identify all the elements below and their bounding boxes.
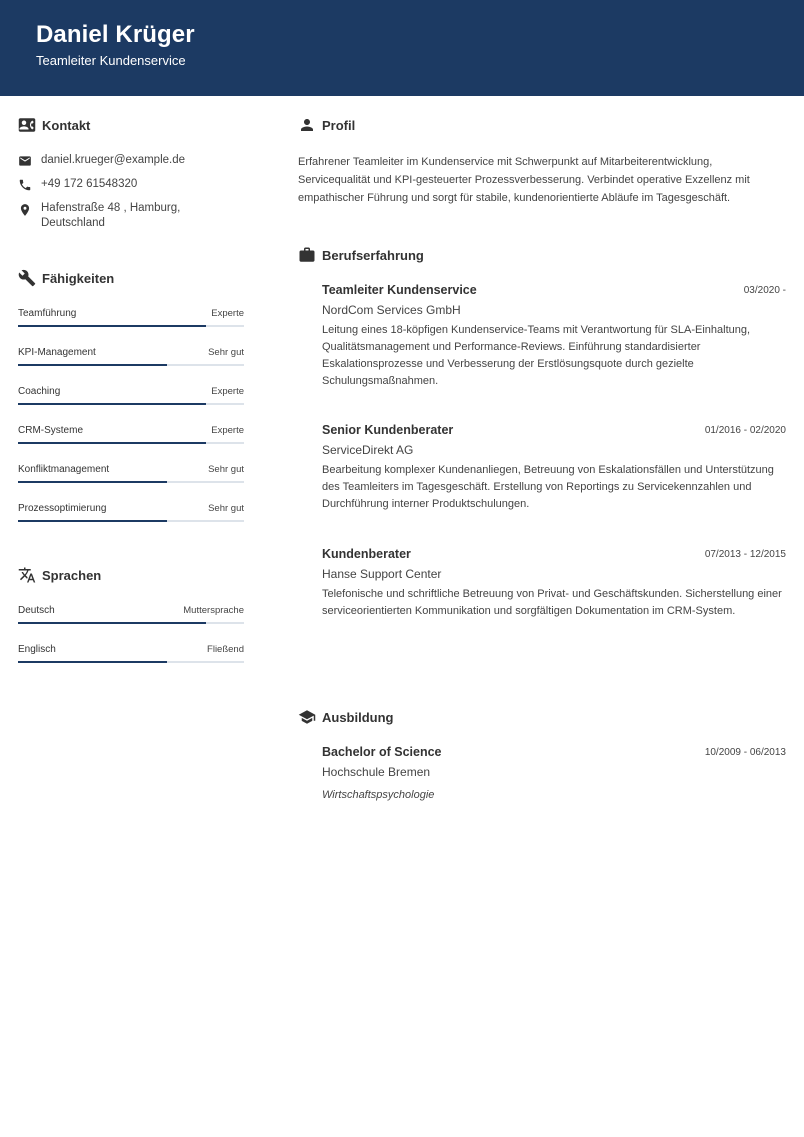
contact-address-row — [18, 201, 244, 231]
contact-card-icon — [18, 116, 36, 134]
education-field: Wirtschaftspsychologie — [322, 789, 435, 801]
skill-item — [18, 425, 244, 447]
profile-section-heading — [298, 115, 355, 135]
job-company: NordCom Services GmbH — [322, 303, 461, 317]
phone-icon — [18, 178, 32, 192]
contact-email[interactable]: daniel.krueger@example.de — [41, 154, 186, 166]
language-name: Englisch — [18, 644, 56, 655]
experience-heading: Berufserfahrung — [322, 247, 424, 263]
language-bar-fill — [18, 661, 167, 663]
contact-phone[interactable]: +49 172 61548320 — [41, 178, 138, 190]
job-company: Hanse Support Center — [322, 567, 442, 581]
education-section-heading — [298, 707, 394, 727]
translate-icon — [18, 566, 36, 584]
job-description: Bearbeitung komplexer Kundenanliegen, Betreuung von Eskalationsfällen und Unterstützung des Teamleiters im Tagesgeschäft. Erstellung von Reportings zu Servicekennzahlen und Durchführung interner Produktschulungen. — [322, 464, 774, 510]
graduation-cap-icon — [298, 708, 316, 726]
skill-item — [18, 347, 244, 369]
education-heading: Ausbildung — [322, 709, 394, 725]
skill-bar-fill — [18, 520, 167, 522]
skill-level: Experte — [211, 425, 244, 436]
language-item — [18, 644, 244, 666]
wrench-icon — [18, 269, 36, 287]
person-icon — [298, 116, 316, 134]
skill-bar-track — [18, 442, 244, 444]
contact-address-line1: Hafenstraße 48 , Hamburg, — [41, 202, 181, 214]
job-description: Telefonische und schriftliche Betreuung von Privat- und Geschäftskunden. Sicherstellung einer serviceorientierten Kommunikation und sorgfältigen Dokumentation im CRM-System. — [322, 588, 782, 617]
contact-email-row — [18, 153, 244, 168]
skill-bar-track — [18, 364, 244, 366]
job-title: Teamleiter Kundenservice — [322, 283, 477, 297]
skill-bar-track — [18, 325, 244, 327]
language-level: Muttersprache — [183, 605, 244, 616]
skill-bar-fill — [18, 325, 206, 327]
skills-heading: Fähigkeiten — [42, 270, 115, 286]
skill-name: KPI-Management — [18, 347, 96, 358]
contact-address-line2: Deutschland — [41, 217, 105, 229]
job-dates: 03/2020 - — [743, 285, 786, 296]
skill-level: Sehr gut — [208, 347, 244, 358]
language-level: Fließend — [207, 644, 244, 655]
job-dates: 07/2013 - 12/2015 — [704, 549, 786, 560]
candidate-job-title: Teamleiter Kundenservice — [36, 53, 186, 68]
skill-item — [18, 308, 244, 330]
language-bar-fill — [18, 622, 206, 624]
skills-section-heading — [18, 268, 114, 288]
experience-section-heading — [298, 245, 424, 265]
job-title: Senior Kundenberater — [322, 423, 454, 437]
languages-section-heading — [18, 565, 101, 585]
job-dates: 01/2016 - 02/2020 — [704, 425, 786, 436]
skill-name: CRM-Systeme — [18, 425, 84, 436]
skill-bar-fill — [18, 442, 206, 444]
skill-bar-track — [18, 403, 244, 405]
language-item — [18, 605, 244, 627]
languages-heading: Sprachen — [42, 567, 102, 583]
skill-item — [18, 503, 244, 525]
skill-bar-fill — [18, 364, 167, 366]
profile-summary: Erfahrener Teamleiter im Kundenservice mit Schwerpunkt auf Mitarbeiterentwicklung, Servicequalität und KPI-gesteuerter Prozessverbesserung. Verbindet operative Exzellenz mit empathischer Führung und sorgt für stabile, kundenorientierte Abläufe im Tagesgeschäft. — [298, 156, 750, 204]
skill-name: Coaching — [18, 386, 61, 397]
location-pin-icon — [18, 203, 32, 217]
skill-name: Teamführung — [18, 308, 77, 319]
language-name: Deutsch — [18, 605, 55, 616]
job-title: Kundenberater — [322, 547, 411, 561]
skill-item — [18, 464, 244, 486]
degree-title: Bachelor of Science — [322, 745, 442, 759]
briefcase-icon — [298, 246, 316, 264]
resume-header — [0, 0, 804, 96]
education-dates: 10/2009 - 06/2013 — [704, 747, 786, 758]
contact-phone-row — [18, 177, 244, 192]
skill-bar-fill — [18, 481, 167, 483]
contact-section-heading — [18, 115, 90, 135]
candidate-name: Daniel Krüger — [36, 21, 195, 48]
contact-heading: Kontakt — [42, 117, 91, 133]
language-bar-track — [18, 622, 244, 624]
skill-level: Experte — [211, 386, 244, 397]
mail-icon — [18, 154, 32, 168]
skill-level: Experte — [211, 308, 244, 319]
skill-bar-fill — [18, 403, 206, 405]
skill-bar-track — [18, 481, 244, 483]
skill-level: Sehr gut — [208, 503, 244, 514]
skill-bar-track — [18, 520, 244, 522]
job-company: ServiceDirekt AG — [322, 443, 414, 457]
education-school: Hochschule Bremen — [322, 765, 431, 779]
job-description: Leitung eines 18-köpfigen Kundenservice-Teams mit Verantwortung für SLA-Einhaltung, Qualitätsmanagement und Performance-Reviews. Einführung standardisierter Eskalationsprozesse und Verbesserung der Erstlösungsquote durch gezielte Schulungsmaßnahmen. — [322, 324, 751, 387]
skill-name: Prozessoptimierung — [18, 503, 107, 514]
profile-heading: Profil — [322, 117, 356, 133]
language-bar-track — [18, 661, 244, 663]
skill-name: Konfliktmanagement — [18, 464, 110, 475]
skill-item — [18, 386, 244, 408]
contact-address — [41, 201, 180, 231]
skill-level: Sehr gut — [208, 464, 244, 475]
